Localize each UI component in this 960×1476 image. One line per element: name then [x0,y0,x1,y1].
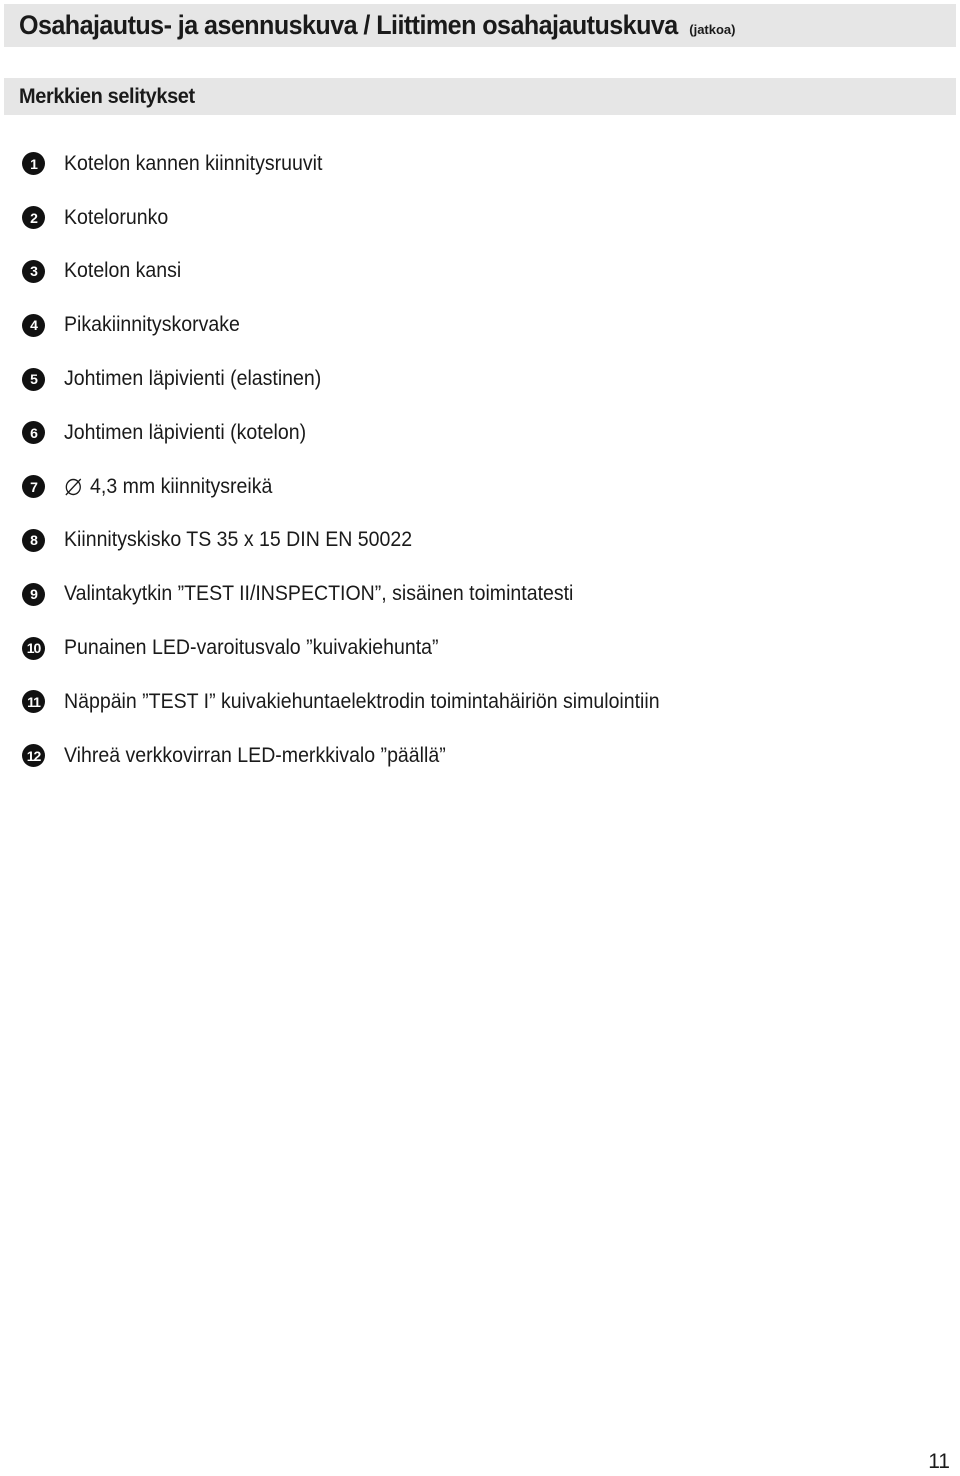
item-description: Johtimen läpivienti (kotelon) [64,420,307,444]
legend-item [22,514,704,568]
legend-item [22,406,704,460]
legend-item [22,567,704,621]
item-description: Punainen LED-varoitusvalo ”kuivakiehunta” [64,636,439,660]
page-title: Osahajautus- ja asennuskuva / Liittimen osahajautuskuva [19,10,678,40]
item-number-badge: 10 [22,637,45,660]
page-header [4,4,956,47]
item-number-badge: 4 [22,314,45,337]
section-title: Merkkien selitykset [19,84,195,108]
item-description: Pikakiinnityskorvake [64,313,240,337]
item-description: Vihreä verkkovirran LED-merkkivalo ”päällä” [64,743,446,767]
legend-item [22,137,704,191]
legend-item [22,729,704,783]
page-number: 11 [928,1450,950,1473]
legend-item [22,675,704,729]
diameter-icon [64,477,83,497]
page-subtitle: (jatkoa) [689,22,736,37]
legend-item [22,245,704,299]
item-number-badge: 9 [22,583,45,606]
item-number-badge: 1 [22,152,45,175]
legend-item [22,460,704,514]
section-header [4,78,956,115]
item-description: Näppäin ”TEST I” kuivakiehuntaelektrodin toimintahäiriön simulointiin [64,689,660,713]
item-number-badge: 6 [22,421,45,444]
item-number-badge: 12 [22,744,45,767]
legend-item [22,298,704,352]
item-description: Kotelon kannen kiinnitysruuvit [64,151,323,175]
item-number-badge: 11 [22,690,45,713]
item-description: Kotelorunko [64,205,169,229]
legend-item [22,621,704,675]
legend-item [22,352,704,406]
legend-list [22,137,704,783]
item-number-badge: 5 [22,368,45,391]
item-description-with-icon [64,475,272,499]
item-description: Kiinnityskisko TS 35 x 15 DIN EN 50022 [64,528,413,552]
item-description: Kotelon kansi [64,259,182,283]
item-number-badge: 8 [22,529,45,552]
item-description: Johtimen läpivienti (elastinen) [64,367,322,391]
item-description: 4,3 mm kiinnitysreikä [90,474,273,498]
item-number-badge: 2 [22,206,45,229]
item-number-badge: 3 [22,260,45,283]
legend-item [22,191,704,245]
item-description: Valintakytkin ”TEST II/INSPECTION”, sisäinen toimintatesti [64,582,574,606]
item-number-badge: 7 [22,475,45,498]
